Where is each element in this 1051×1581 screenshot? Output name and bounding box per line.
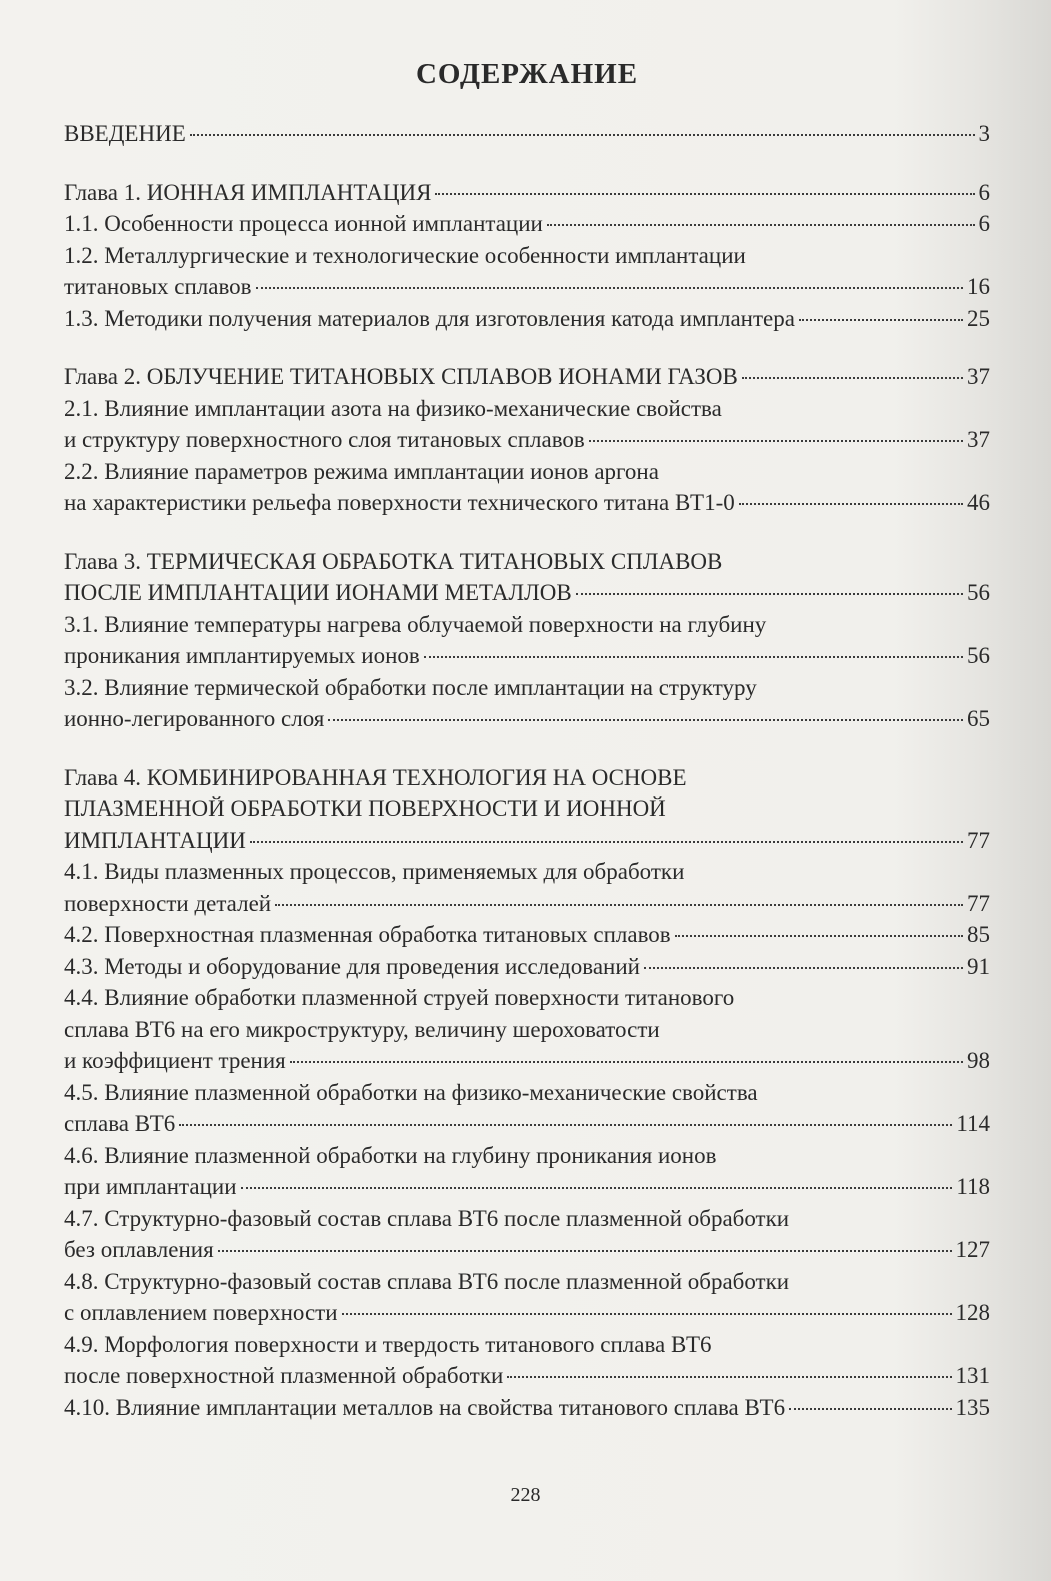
dot-leader <box>290 1061 963 1063</box>
toc-entry-last-line <box>64 1360 990 1392</box>
toc-entry-line <box>64 1140 990 1172</box>
toc-entry[interactable] <box>64 762 990 857</box>
dot-leader <box>179 1124 952 1126</box>
toc-entry-page: 37 <box>967 364 990 389</box>
toc-entry[interactable] <box>64 856 990 919</box>
toc-entry-text: 1.3. Методики получения материалов для изготовления катода имплантера <box>64 305 795 331</box>
toc-entry-text: с оплавлением поверхности <box>64 1300 338 1325</box>
toc-entry-text: Глава 3. ТЕРМИЧЕСКАЯ ОБРАБОТКА ТИТАНОВЫХ СПЛАВОВ <box>64 548 723 574</box>
toc-entry[interactable] <box>64 546 990 609</box>
toc-entry[interactable] <box>64 1077 990 1140</box>
toc-entry-last-line <box>64 361 990 393</box>
toc-entry-text: на характеристики рельефа поверхности технического титана ВТ1-0 <box>64 490 735 515</box>
toc-entry-last-line <box>64 271 990 303</box>
toc-entry-text: ПЛАЗМЕННОЙ ОБРАБОТКИ ПОВЕРХНОСТИ И ИОННОЙ <box>64 796 666 821</box>
toc-entry[interactable] <box>64 456 990 519</box>
toc-entry-last-line <box>64 703 990 735</box>
toc-entry-page: 56 <box>967 580 990 605</box>
toc-entry[interactable] <box>64 919 990 951</box>
toc-entry-last-line <box>64 1297 990 1329</box>
toc-entry-page: 16 <box>967 274 990 299</box>
toc-entry-text: 4.2. Поверхностная плазменная обработка титановых сплавов <box>64 922 671 947</box>
toc-entry-line <box>64 1014 990 1046</box>
toc-entry-text: сплава ВТ6 <box>64 1111 176 1136</box>
toc-entry-page: 114 <box>956 1111 990 1136</box>
toc-entry-text: 4.3. Методы и оборудование для проведения исследований <box>64 953 640 979</box>
toc-entry-last-line <box>64 951 990 983</box>
toc-entry-page: 85 <box>967 922 990 947</box>
toc-section <box>64 546 990 735</box>
toc-entry-text: 4.8. Структурно-фазовый состав сплава ВТ6 после плазменной обработки <box>64 1268 790 1294</box>
toc-entry-text: 2.2. Влияние параметров режима имплантации ионов аргона <box>64 458 659 484</box>
toc-entry-text: 3.1. Влияние температуры нагрева облучаемой поверхности на глубину <box>64 611 767 637</box>
toc-entry-page: 118 <box>956 1174 990 1199</box>
toc-entry[interactable] <box>64 393 990 456</box>
toc-entry-text: Глава 1. ИОННАЯ ИМПЛАНТАЦИЯ <box>64 179 432 205</box>
dot-leader <box>789 1408 951 1410</box>
dot-leader <box>739 503 963 505</box>
toc-entry-page: 46 <box>967 490 990 515</box>
toc-entry-last-line <box>64 1392 990 1424</box>
toc-entry[interactable] <box>64 672 990 735</box>
toc-entry-text: ИМПЛАНТАЦИИ <box>64 827 246 853</box>
toc-entry-page: 127 <box>955 1237 990 1262</box>
dot-leader <box>190 134 975 136</box>
toc-entry-page: 56 <box>967 643 990 668</box>
toc-entry-page: 3 <box>978 121 990 146</box>
toc-entry-line <box>64 546 990 578</box>
dot-leader <box>250 841 963 843</box>
toc-entry-line <box>64 456 990 488</box>
toc-entry-line <box>64 856 990 888</box>
toc-entry-page: 131 <box>955 1363 990 1388</box>
toc-entry[interactable] <box>64 240 990 303</box>
toc-entry-text: 4.10. Влияние имплантации металлов на свойства титанового сплава ВТ6 <box>64 1394 786 1420</box>
toc-entry[interactable] <box>64 208 990 240</box>
dot-leader <box>675 935 963 937</box>
toc-entry[interactable] <box>64 1140 990 1203</box>
toc-entry-text: 4.9. Морфология поверхности и твердость титанового сплава ВТ6 <box>64 1331 712 1357</box>
toc-entry-text: ионно-легированного слоя <box>64 706 325 731</box>
toc-entry-line <box>64 1329 990 1361</box>
toc-section <box>64 177 990 335</box>
toc-entry-last-line <box>64 177 990 209</box>
toc-entry-line <box>64 762 990 794</box>
toc-entry-line <box>64 982 990 1014</box>
toc-entry-text: титановых сплавов <box>64 274 252 299</box>
dot-leader <box>424 656 963 658</box>
toc-entry[interactable] <box>64 361 990 393</box>
dot-leader <box>507 1376 951 1378</box>
toc-entry-text: поверхности деталей <box>64 890 272 916</box>
dot-leader <box>328 719 963 721</box>
toc-entry-last-line <box>64 1171 990 1203</box>
toc-entry-text: Глава 4. КОМБИНИРОВАННАЯ ТЕХНОЛОГИЯ НА ОСНОВЕ <box>64 764 687 790</box>
toc-entry-page: 135 <box>955 1394 990 1420</box>
toc-entry-text: проникания имплантируемых ионов <box>64 643 420 668</box>
toc-entry-text: без оплавления <box>64 1237 214 1262</box>
table-of-contents <box>64 52 990 1450</box>
toc-entry-line <box>64 1266 990 1298</box>
toc-entry-last-line <box>64 825 990 857</box>
toc-entry[interactable] <box>64 1329 990 1392</box>
toc-entry-page: 77 <box>967 827 990 853</box>
toc-entry-page: 65 <box>967 706 990 731</box>
toc-entry-line <box>64 1203 990 1235</box>
toc-entry-text: и коэффициент трения <box>64 1048 286 1073</box>
toc-entry-last-line <box>64 1234 990 1266</box>
toc-entry[interactable] <box>64 1266 990 1329</box>
toc-entry-text: 4.1. Виды плазменных процессов, применяемых для обработки <box>64 859 685 884</box>
toc-entry-text: 3.2. Влияние термической обработки после имплантации на структуру <box>64 674 757 700</box>
toc-section <box>64 118 990 150</box>
toc-entry-text: Глава 2. ОБЛУЧЕНИЕ ТИТАНОВЫХ СПЛАВОВ ИОНАМИ ГАЗОВ <box>64 364 738 389</box>
toc-entry[interactable] <box>64 951 990 983</box>
toc-entry-text: ВВЕДЕНИЕ <box>64 121 186 146</box>
toc-entry[interactable] <box>64 609 990 672</box>
toc-entry[interactable] <box>64 303 990 335</box>
toc-entry-text: 4.6. Влияние плазменной обработки на глубину проникания ионов <box>64 1142 717 1168</box>
toc-entry-last-line <box>64 208 990 240</box>
toc-entry-text: 4.5. Влияние плазменной обработки на физико-механические свойства <box>64 1079 758 1105</box>
toc-entry[interactable] <box>64 1392 990 1424</box>
toc-entry-text: 1.1. Особенности процесса ионной имплантации <box>64 211 543 236</box>
toc-entry[interactable] <box>64 1203 990 1266</box>
dot-leader <box>589 440 963 442</box>
toc-entry-page: 25 <box>967 305 990 331</box>
toc-entry-text: и структуру поверхностного слоя титановых сплавов <box>64 427 585 452</box>
toc-entry-line <box>64 672 990 704</box>
toc-entry-last-line <box>64 118 990 150</box>
dot-leader <box>644 967 963 969</box>
toc-entry-text: 1.2. Металлургические и технологические особенности имплантации <box>64 242 746 268</box>
dot-leader <box>241 1187 953 1189</box>
toc-entries <box>64 118 990 1423</box>
toc-entry-last-line <box>64 640 990 672</box>
dot-leader <box>342 1313 952 1315</box>
dot-leader <box>547 224 975 226</box>
toc-entry-text: после поверхностной плазменной обработки <box>64 1363 504 1388</box>
toc-entry-last-line <box>64 888 990 920</box>
toc-heading: СОДЕРЖАНИЕ <box>415 58 639 90</box>
toc-entry-page: 6 <box>978 211 990 236</box>
toc-entry-last-line <box>64 487 990 519</box>
toc-entry-last-line <box>64 919 990 951</box>
toc-entry-line <box>64 793 990 825</box>
toc-entry-last-line <box>64 424 990 456</box>
toc-entry-page: 77 <box>967 890 990 916</box>
dot-leader <box>218 1250 952 1252</box>
toc-entry[interactable] <box>64 177 990 209</box>
toc-entry-text: 4.7. Структурно-фазовый состав сплава ВТ6 после плазменной обработки <box>64 1205 790 1231</box>
toc-entry[interactable] <box>64 982 990 1077</box>
toc-entry-text: при имплантации <box>64 1174 237 1199</box>
toc-entry-page: 98 <box>967 1048 990 1073</box>
page-number: 228 <box>510 1484 541 1506</box>
toc-section <box>64 762 990 1424</box>
dot-leader <box>576 593 963 595</box>
toc-entry-last-line <box>64 1108 990 1140</box>
toc-entry-line <box>64 393 990 425</box>
toc-entry-line <box>64 609 990 641</box>
toc-entry-page: 128 <box>955 1300 990 1325</box>
toc-entry-text: 4.4. Влияние обработки плазменной струей поверхности титанового <box>64 985 735 1010</box>
dot-leader <box>799 319 963 321</box>
toc-entry[interactable] <box>64 118 990 150</box>
toc-entry-text: 2.1. Влияние имплантации азота на физико-механические свойства <box>64 395 722 421</box>
toc-entry-text: сплава ВТ6 на его микроструктуру, величину шероховатости <box>64 1016 660 1042</box>
dot-leader <box>435 193 974 195</box>
toc-entry-line <box>64 240 990 272</box>
toc-entry-page: 6 <box>978 179 990 205</box>
toc-entry-last-line <box>64 577 990 609</box>
dot-leader <box>742 377 963 379</box>
toc-entry-last-line <box>64 1045 990 1077</box>
toc-section <box>64 361 990 519</box>
toc-entry-line <box>64 1077 990 1109</box>
toc-entry-text: ПОСЛЕ ИМПЛАНТАЦИИ ИОНАМИ МЕТАЛЛОВ <box>64 580 572 605</box>
dot-leader <box>275 904 963 906</box>
toc-entry-page: 37 <box>967 427 990 452</box>
toc-entry-page: 91 <box>967 953 990 979</box>
toc-entry-last-line <box>64 303 990 335</box>
dot-leader <box>256 287 963 289</box>
